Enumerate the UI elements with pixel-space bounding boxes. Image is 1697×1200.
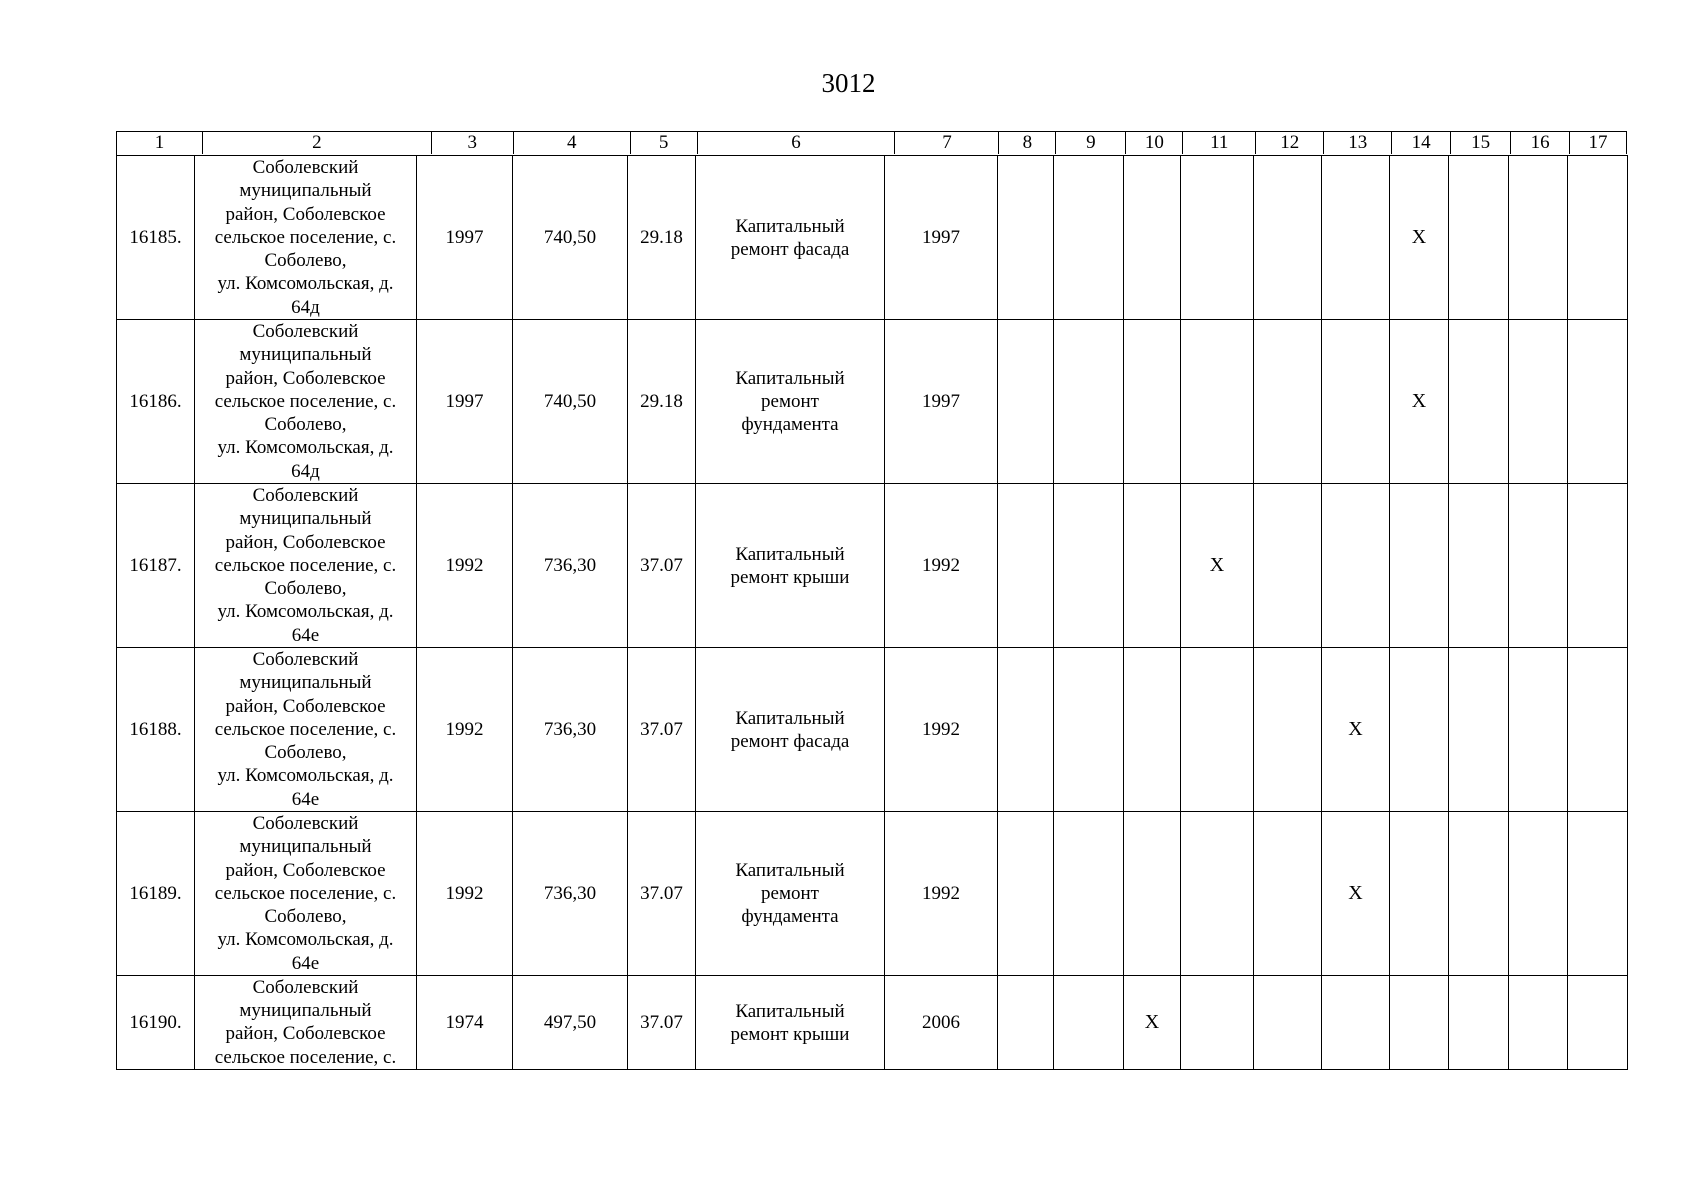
area-cell: 740,50 <box>513 320 628 484</box>
period-column-11-cell <box>1181 156 1254 320</box>
address-line: муниципальный <box>239 672 372 694</box>
year-built-cell: 1992 <box>417 648 513 812</box>
period-column-13-cell <box>1322 648 1390 812</box>
period-column-13-cell <box>1322 812 1390 976</box>
address-cell <box>195 156 417 320</box>
period-column-10-cell <box>1124 812 1181 976</box>
period-column-9-cell <box>1054 976 1124 1070</box>
address-line: сельское поселение, с. <box>214 718 397 740</box>
year-repair-cell: 1997 <box>885 156 998 320</box>
address-line: район, Соболевское <box>225 1023 386 1045</box>
period-column-16-cell <box>1509 320 1568 484</box>
period-column-12-cell <box>1254 320 1322 484</box>
column-number-17: 17 <box>1570 132 1627 154</box>
period-column-9-cell <box>1054 156 1124 320</box>
period-column-13-cell <box>1322 484 1390 648</box>
year-built-cell: 1997 <box>417 320 513 484</box>
address-line: Соболевский <box>252 813 359 835</box>
address-line: ул. Комсомольская, д. <box>217 601 394 623</box>
mark-x: X <box>1348 882 1363 904</box>
address-line: район, Соболевское <box>225 203 386 225</box>
table-row <box>117 976 1628 1070</box>
wear-cell: 37.07 <box>628 484 696 648</box>
row-number: 16185. <box>117 156 195 320</box>
work-type-line: Капитальный <box>735 707 845 729</box>
address-cell <box>195 648 417 812</box>
column-number-4: 4 <box>514 132 631 154</box>
address-line: район, Соболевское <box>225 367 386 389</box>
year-repair-cell: 2006 <box>885 976 998 1070</box>
period-column-8-cell <box>998 648 1054 812</box>
work-type-line: ремонт фасада <box>730 730 850 752</box>
work-type-line: Капитальный <box>735 543 845 565</box>
mark-x: X <box>1209 554 1225 576</box>
year-built-cell: 1997 <box>417 156 513 320</box>
wear-cell: 37.07 <box>628 976 696 1070</box>
period-column-15-cell <box>1449 976 1509 1070</box>
period-column-16-cell <box>1509 648 1568 812</box>
work-type-cell <box>696 976 885 1070</box>
address-line: сельское поселение, с. <box>214 882 397 904</box>
period-column-14-cell <box>1390 484 1449 648</box>
address-line: Соболевский <box>252 649 359 671</box>
column-number-2: 2 <box>203 132 432 154</box>
column-number-14: 14 <box>1392 132 1451 154</box>
period-column-9-cell <box>1054 484 1124 648</box>
address-line: ул. Комсомольская, д. <box>217 765 394 787</box>
area-cell: 736,30 <box>513 812 628 976</box>
address-cell <box>195 812 417 976</box>
wear-cell: 29.18 <box>628 156 696 320</box>
year-repair-cell: 1992 <box>885 648 998 812</box>
work-type-line: фундамента <box>741 414 839 435</box>
address-line: Соболево, <box>264 414 347 436</box>
column-number-9: 9 <box>1056 132 1126 154</box>
repair-program-table <box>116 155 1628 1070</box>
address-cell <box>195 484 417 648</box>
work-type-line: фундамента <box>741 906 839 927</box>
work-type-line: Капитальный <box>735 215 845 237</box>
period-column-11-cell <box>1181 484 1254 648</box>
column-number-10: 10 <box>1126 132 1183 154</box>
period-column-12-cell <box>1254 812 1322 976</box>
row-number: 16189. <box>117 812 195 976</box>
year-repair-cell: 1992 <box>885 812 998 976</box>
mark-x: X <box>1411 390 1427 412</box>
period-column-12-cell <box>1254 976 1322 1070</box>
address-line: ул. Комсомольская, д. <box>217 273 394 295</box>
period-column-15-cell <box>1449 320 1509 484</box>
column-number-8: 8 <box>999 132 1056 154</box>
column-number-1: 1 <box>117 132 203 154</box>
address-line: муниципальный <box>239 344 372 366</box>
address-line: Соболевский <box>252 157 359 179</box>
address-line: сельское поселение, с. <box>214 226 397 248</box>
column-number-5: 5 <box>631 132 698 154</box>
period-column-15-cell <box>1449 648 1509 812</box>
period-column-9-cell <box>1054 320 1124 484</box>
period-column-12-cell <box>1254 484 1322 648</box>
address-line: ул. Комсомольская, д. <box>217 437 394 459</box>
period-column-9-cell <box>1054 648 1124 812</box>
address-line: сельское поселение, с. <box>214 554 397 576</box>
work-type-line: ремонт <box>761 391 819 412</box>
year-repair-cell: 1997 <box>885 320 998 484</box>
address-line: Соболево, <box>264 250 347 272</box>
period-column-17-cell <box>1568 484 1628 648</box>
column-number-6: 6 <box>698 132 896 154</box>
period-column-9-cell <box>1054 812 1124 976</box>
row-number: 16186. <box>117 320 195 484</box>
period-column-10-cell <box>1124 484 1181 648</box>
address-line: муниципальный <box>239 180 372 202</box>
column-number-3: 3 <box>432 132 514 154</box>
address-line: Соболевский <box>252 485 359 507</box>
period-column-14-cell <box>1390 812 1449 976</box>
period-column-15-cell <box>1449 812 1509 976</box>
area-cell: 736,30 <box>513 484 628 648</box>
address-line: Соболево, <box>264 906 347 928</box>
wear-cell: 37.07 <box>628 648 696 812</box>
period-column-14-cell <box>1390 320 1449 484</box>
address-line: Соболево, <box>264 578 347 600</box>
period-column-17-cell <box>1568 156 1628 320</box>
address-line: район, Соболевское <box>225 859 386 881</box>
column-number-11: 11 <box>1183 132 1256 154</box>
address-line: сельское поселение, с. <box>214 1046 397 1068</box>
period-column-17-cell <box>1568 812 1628 976</box>
area-cell: 740,50 <box>513 156 628 320</box>
address-line: район, Соболевское <box>225 531 386 553</box>
period-column-17-cell <box>1568 976 1628 1070</box>
mark-x: X <box>1411 226 1427 248</box>
mark-x: X <box>1348 718 1363 740</box>
period-column-10-cell <box>1124 320 1181 484</box>
row-number: 16188. <box>117 648 195 812</box>
period-column-8-cell <box>998 320 1054 484</box>
table-row <box>117 484 1628 648</box>
work-type-cell <box>696 320 885 484</box>
mark-x: X <box>1144 1011 1160 1033</box>
period-column-16-cell <box>1509 812 1568 976</box>
work-type-cell <box>696 156 885 320</box>
address-line: муниципальный <box>239 508 372 530</box>
period-column-10-cell <box>1124 976 1181 1070</box>
column-number-header <box>116 131 1627 155</box>
period-column-13-cell <box>1322 320 1390 484</box>
period-column-13-cell <box>1322 156 1390 320</box>
period-column-11-cell <box>1181 976 1254 1070</box>
wear-cell: 29.18 <box>628 320 696 484</box>
address-line: муниципальный <box>239 1000 372 1022</box>
period-column-12-cell <box>1254 648 1322 812</box>
table-row <box>117 156 1628 320</box>
address-line: Соболевский <box>252 321 359 343</box>
period-column-10-cell <box>1124 156 1181 320</box>
year-built-cell: 1974 <box>417 976 513 1070</box>
column-number-12: 12 <box>1256 132 1324 154</box>
address-line: Соболевский <box>252 977 359 998</box>
work-type-cell <box>696 484 885 648</box>
address-line: 64д <box>291 296 320 318</box>
work-type-line: ремонт крыши <box>730 1023 850 1045</box>
address-cell <box>195 976 417 1070</box>
page-number: 3012 <box>821 68 876 98</box>
wear-cell: 37.07 <box>628 812 696 976</box>
work-type-line: Капитальный <box>735 1000 845 1022</box>
row-number: 16190. <box>117 976 195 1070</box>
period-column-13-cell <box>1322 976 1390 1070</box>
address-line: муниципальный <box>239 836 372 858</box>
table-row <box>117 320 1628 484</box>
row-number: 16187. <box>117 484 195 648</box>
address-line: 64е <box>291 788 320 810</box>
period-column-8-cell <box>998 156 1054 320</box>
period-column-11-cell <box>1181 812 1254 976</box>
address-line: район, Соболевское <box>225 695 386 717</box>
year-repair-cell: 1992 <box>885 484 998 648</box>
column-number-7: 7 <box>895 132 999 154</box>
year-built-cell: 1992 <box>417 484 513 648</box>
work-type-cell <box>696 812 885 976</box>
table-row <box>117 648 1628 812</box>
area-cell: 736,30 <box>513 648 628 812</box>
work-type-line: Капитальный <box>735 368 845 389</box>
work-type-line: ремонт <box>761 883 819 904</box>
period-column-12-cell <box>1254 156 1322 320</box>
address-line: 64е <box>291 952 320 974</box>
work-type-line: Капитальный <box>735 860 845 881</box>
work-type-cell <box>696 648 885 812</box>
year-built-cell: 1992 <box>417 812 513 976</box>
address-line: Соболево, <box>264 742 347 764</box>
period-column-16-cell <box>1509 156 1568 320</box>
period-column-15-cell <box>1449 156 1509 320</box>
period-column-17-cell <box>1568 320 1628 484</box>
period-column-8-cell <box>998 976 1054 1070</box>
period-column-11-cell <box>1181 648 1254 812</box>
area-cell: 497,50 <box>513 976 628 1070</box>
period-column-8-cell <box>998 484 1054 648</box>
period-column-17-cell <box>1568 648 1628 812</box>
address-line: сельское поселение, с. <box>214 390 397 412</box>
period-column-14-cell <box>1390 976 1449 1070</box>
work-type-line: ремонт крыши <box>730 566 850 588</box>
period-column-16-cell <box>1509 484 1568 648</box>
column-number-15: 15 <box>1451 132 1511 154</box>
address-line: 64е <box>291 624 320 646</box>
period-column-10-cell <box>1124 648 1181 812</box>
column-number-16: 16 <box>1511 132 1570 154</box>
work-type-line: ремонт фасада <box>730 238 850 260</box>
period-column-11-cell <box>1181 320 1254 484</box>
address-line: ул. Комсомольская, д. <box>217 929 394 951</box>
address-line: 64д <box>291 460 320 482</box>
column-number-13: 13 <box>1324 132 1392 154</box>
period-column-8-cell <box>998 812 1054 976</box>
table-row <box>117 812 1628 976</box>
address-cell <box>195 320 417 484</box>
period-column-14-cell <box>1390 648 1449 812</box>
period-column-16-cell <box>1509 976 1568 1070</box>
period-column-14-cell <box>1390 156 1449 320</box>
period-column-15-cell <box>1449 484 1509 648</box>
